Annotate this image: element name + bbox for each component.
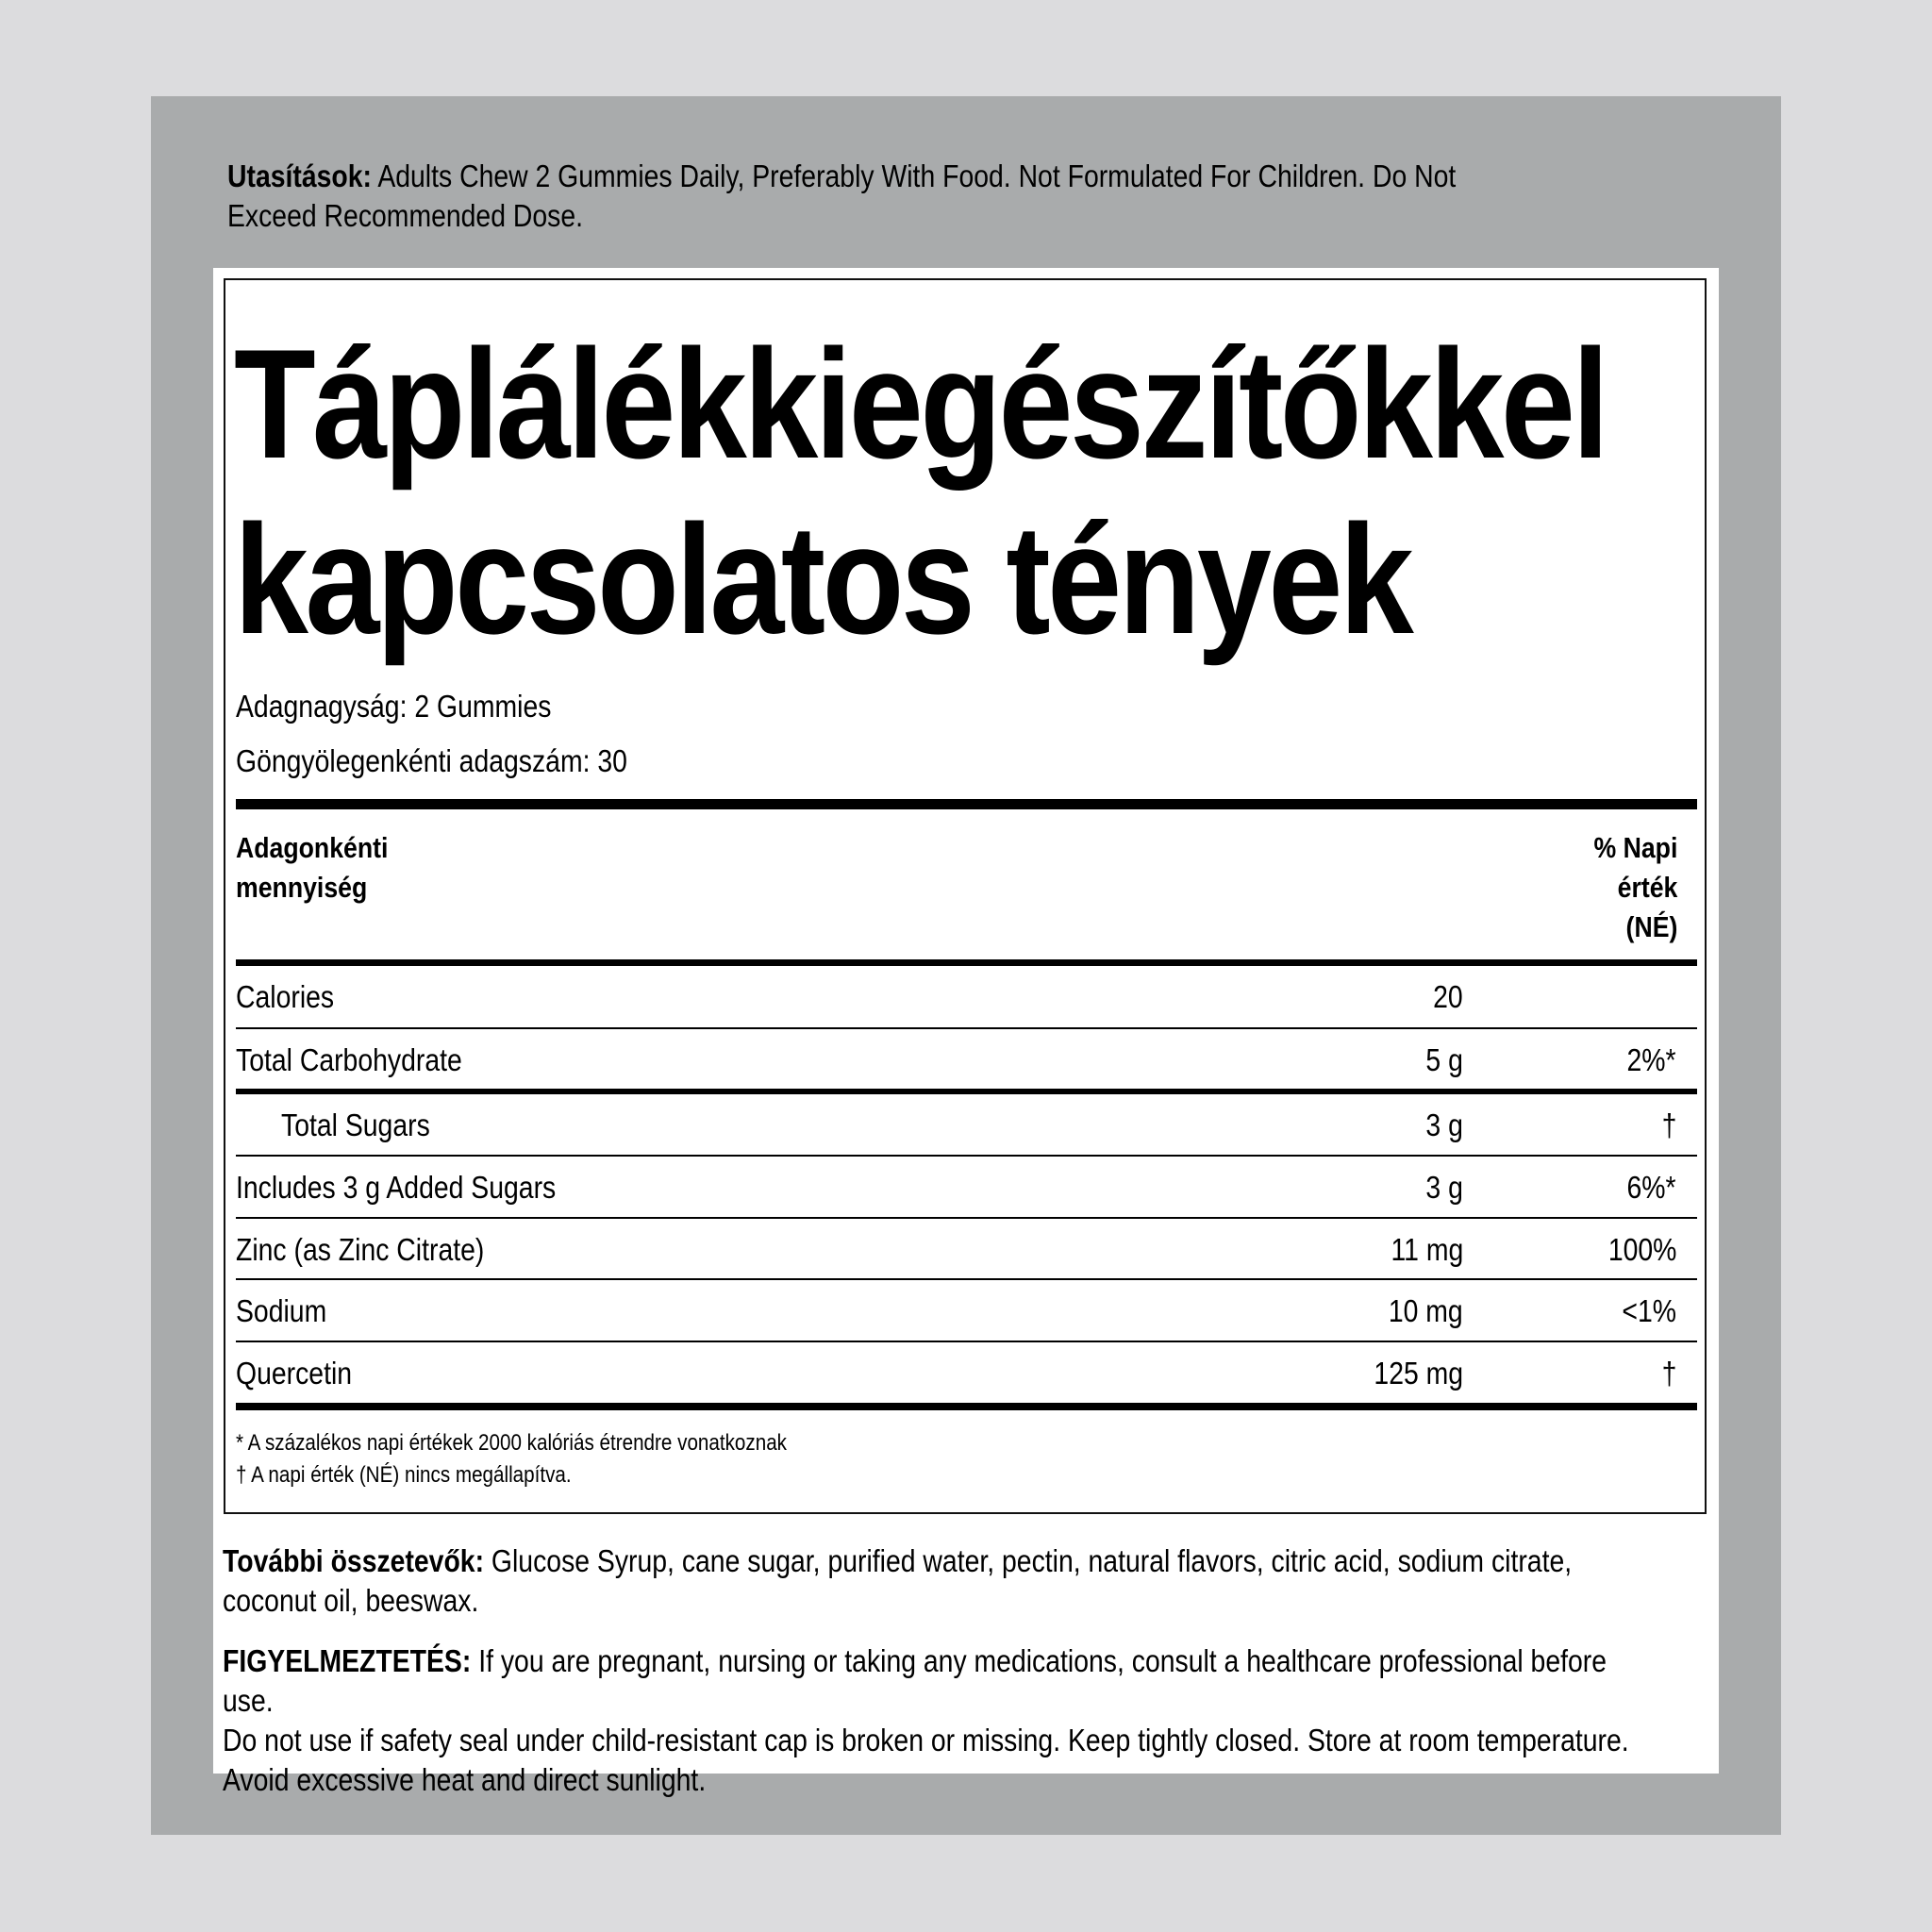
nutrient-row-total-sugars	[236, 1094, 1697, 1155]
nutrient-name: Sodium	[236, 1293, 327, 1328]
other-ingredients	[223, 1541, 1642, 1621]
nutrient-daily-value: 100%	[1607, 1232, 1676, 1267]
nutrient-daily-value: †	[1661, 1356, 1676, 1391]
warning-line-3: Avoid excessive heat and direct sunlight.	[223, 1762, 707, 1797]
serving-size: Adagnagyság: 2 Gummies	[236, 689, 552, 724]
nutrient-amount: 11 mg	[1391, 1232, 1463, 1267]
nutrient-daily-value: 6%*	[1626, 1170, 1676, 1205]
footnote-percent-daily-value: * A százalékos napi értékek 2000 kalóriás étrendre vonatkoznak	[236, 1430, 788, 1456]
amount-per-serving-header	[236, 828, 388, 908]
servings-per-container: Göngyölegenkénti adagszám: 30	[236, 743, 627, 778]
nutrient-row-zinc	[236, 1219, 1697, 1279]
nutrient-daily-value: <1%	[1622, 1293, 1676, 1328]
other-ingredients-line-1: Glucose Syrup, cane sugar, purified water, pectin, natural flavors, citric acid, sodium citrate,	[491, 1543, 1573, 1578]
nutrient-name: Includes 3 g Added Sugars	[236, 1170, 557, 1205]
header-right-line-2: érték	[1617, 871, 1677, 904]
nutrient-name: Total Sugars	[281, 1108, 430, 1142]
nutrient-amount: 3 g	[1425, 1170, 1463, 1205]
nutrient-name: Zinc (as Zinc Citrate)	[236, 1232, 485, 1267]
header-left-line-1: Adagonkénti	[236, 831, 389, 864]
other-ingredients-line-2: coconut oil, beeswax.	[223, 1583, 479, 1618]
header-right-line-1: % Napi	[1593, 831, 1677, 864]
nutrient-row-added-sugars	[236, 1157, 1697, 1217]
other-ingredients-label: További összetevők:	[223, 1543, 485, 1578]
thick-divider-top	[236, 799, 1697, 809]
directions-line-1: Adults Chew 2 Gummies Daily, Preferably With Food. Not Formulated For Children. Do Not	[377, 158, 1457, 193]
directions-text	[227, 157, 1623, 236]
nutrient-name: Total Carbohydrate	[236, 1042, 462, 1077]
warning-label: FIGYELMEZTETÉS:	[223, 1643, 472, 1678]
nutrient-amount: 10 mg	[1389, 1293, 1463, 1328]
nutrient-name: Quercetin	[236, 1356, 353, 1391]
nutrient-amount: 20	[1433, 979, 1463, 1014]
title-line-2: kapcsolatos tények	[234, 492, 1411, 666]
nutrient-amount: 125 mg	[1374, 1356, 1463, 1391]
directions-line-2: Exceed Recommended Dose.	[227, 198, 584, 233]
daily-value-header	[1593, 828, 1677, 947]
divider-header	[236, 959, 1697, 966]
thick-divider-bottom	[236, 1403, 1697, 1410]
nutrient-amount: 5 g	[1425, 1042, 1463, 1077]
header-right-line-3: (NÉ)	[1625, 910, 1677, 943]
nutrient-row-sodium	[236, 1280, 1697, 1341]
nutrient-row-calories	[236, 966, 1697, 1026]
warning-line-2: Do not use if safety seal under child-resistant cap is broken or missing. Keep tightly closed. Store at room temperature.	[223, 1723, 1629, 1757]
directions-label: Utasítások:	[227, 158, 372, 193]
warning-line-1: If you are pregnant, nursing or taking any medications, consult a healthcare professional before use.	[223, 1643, 1607, 1718]
nutrient-daily-value: †	[1661, 1108, 1676, 1142]
nutrient-amount: 3 g	[1425, 1108, 1463, 1142]
nutrient-daily-value: 2%*	[1626, 1042, 1676, 1077]
footnote-daily-value-not-established: † A napi érték (NÉ) nincs megállapítva.	[236, 1462, 572, 1488]
supplement-facts-title	[234, 316, 1607, 667]
header-left-line-2: mennyiség	[236, 871, 368, 904]
nutrient-name: Calories	[236, 979, 335, 1014]
warning-text	[223, 1641, 1642, 1800]
nutrient-row-quercetin	[236, 1342, 1697, 1403]
title-line-1: Táplálékkiegészítőkkel	[234, 317, 1607, 491]
nutrient-row-total-carbohydrate	[236, 1029, 1697, 1090]
